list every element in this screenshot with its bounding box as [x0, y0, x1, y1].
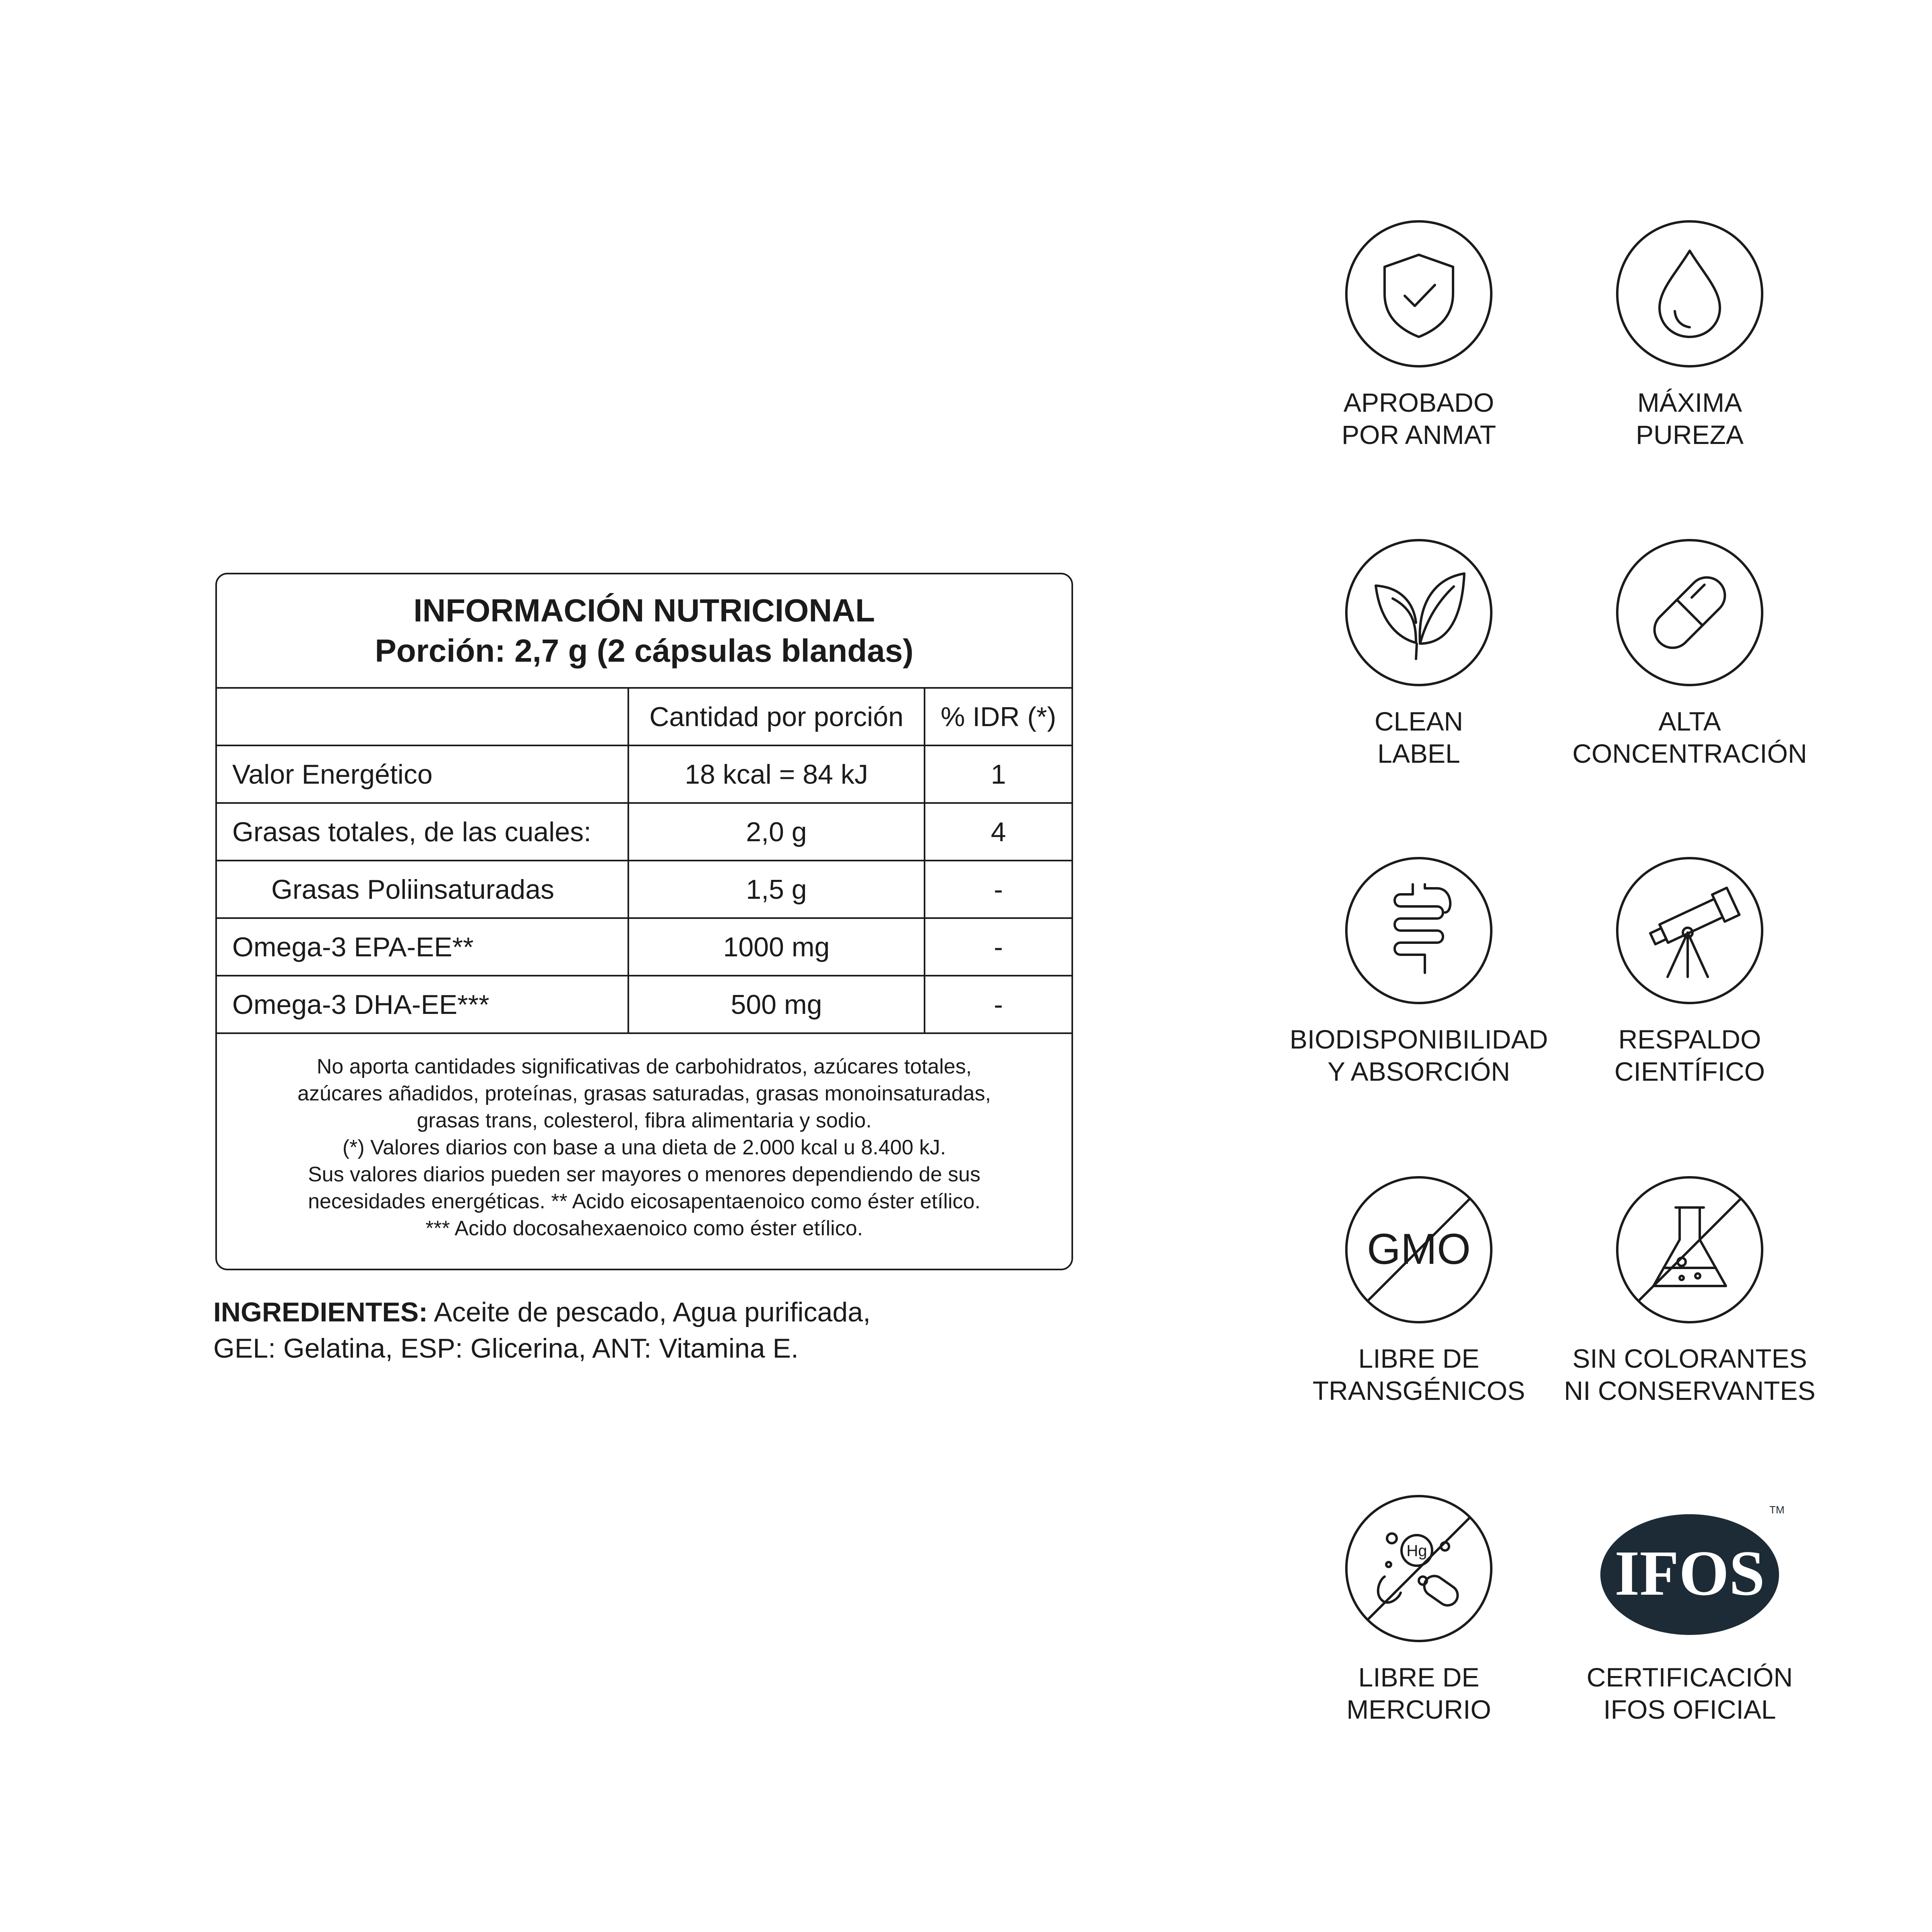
column-header-nutrient [217, 689, 629, 745]
footnote-line: No aporta cantidades significativas de carbohidratos, azúcares totales, [316, 1055, 972, 1078]
ingredients-line [213, 1294, 978, 1330]
footnote-line: Sus valores diarios pueden ser mayores o menores dependiendo de sus [308, 1163, 980, 1186]
badge-label: CERTIFICACIÓN IFOS OFICIAL [1586, 1662, 1793, 1724]
footnote-line: grasas trans, colesterol, fibra alimentaria y sodio. [417, 1109, 872, 1132]
leaves-icon [1344, 538, 1493, 687]
table-row [217, 804, 1071, 861]
badge-label: BIODISPONIBILIDAD Y ABSORCIÓN [1290, 1024, 1548, 1086]
nutrient-amount: 18 kcal = 84 kJ [629, 746, 925, 802]
nutrient-amount: 2,0 g [629, 804, 925, 860]
hg-text: Hg [1406, 1542, 1427, 1560]
column-header-amount: Cantidad por porción [629, 689, 925, 745]
footnote-line: *** Acido docosahexaenoico como éster etílico. [425, 1217, 863, 1240]
nutrient-name: Grasas Poliinsaturadas [217, 861, 629, 917]
nutrient-idr: - [994, 874, 1003, 905]
badge-clean-label [1286, 538, 1552, 770]
footnote-line: necesidades energéticas. ** Acido eicosapentaenoico como éster etílico. [308, 1190, 980, 1213]
nutrient-name: Omega-3 EPA-EE** [217, 919, 629, 975]
badge-label: SIN COLORANTES NI CONSERVANTES [1564, 1344, 1816, 1406]
badge-label: APROBADO POR ANMAT [1342, 388, 1496, 450]
badge-label: CLEAN LABEL [1374, 706, 1463, 768]
nutrition-header [217, 574, 1071, 689]
badge-no-gmo [1286, 1175, 1552, 1407]
shield-check-icon [1344, 219, 1493, 368]
nutrient-idr: 4 [991, 816, 1006, 847]
badge-label: LIBRE DE MERCURIO [1346, 1662, 1491, 1724]
footnote-line: (*) Valores diarios con base a una dieta de 2.000 kcal u 8.400 kJ. [342, 1136, 946, 1159]
footnote-line: azúcares añadidos, proteínas, grasas saturadas, grasas monoinsaturadas, [297, 1082, 991, 1105]
badge-label: RESPALDO CIENTÍFICO [1614, 1024, 1765, 1086]
capsule-icon [1615, 538, 1764, 687]
nutrition-facts-panel [215, 573, 1073, 1270]
table-row [217, 746, 1071, 804]
nutrient-amount: 1000 mg [629, 919, 925, 975]
nutrition-title: INFORMACIÓN NUTRICIONAL [413, 592, 875, 628]
ifos-logo-icon [1593, 1494, 1786, 1643]
nutrient-amount: 500 mg [629, 976, 925, 1032]
ingredients-label: INGREDIENTES: [213, 1297, 428, 1327]
ingredients-line: GEL: Gelatina, ESP: Glicerina, ANT: Vitamina E. [213, 1333, 799, 1364]
telescope-icon [1615, 856, 1764, 1005]
nutrient-idr: - [994, 931, 1003, 962]
badge-anmat [1286, 219, 1552, 451]
ingredients-list: Aceite de pescado, Agua purificada, [427, 1297, 871, 1327]
no-gmo-icon [1344, 1175, 1493, 1324]
badge-bioavailability [1286, 856, 1552, 1088]
badge-concentration [1557, 538, 1823, 770]
nutrient-idr: - [994, 989, 1003, 1020]
serving-size: Porción: 2,7 g (2 cápsulas blandas) [375, 633, 914, 669]
water-drop-icon [1615, 219, 1764, 368]
table-header-row [217, 689, 1071, 746]
table-row [217, 976, 1071, 1034]
badge-science [1557, 856, 1823, 1088]
gmo-text: GMO [1367, 1224, 1471, 1273]
no-mercury-icon [1344, 1494, 1493, 1643]
ifos-logo-text: IFOS [1614, 1537, 1765, 1609]
nutrient-name: Valor Energético [217, 746, 629, 802]
badge-ifos [1557, 1494, 1823, 1726]
intestine-icon [1344, 856, 1493, 1005]
nutrition-footnotes [217, 1034, 1071, 1242]
badge-no-mercury [1286, 1494, 1552, 1726]
badge-purity [1557, 219, 1823, 451]
nutrient-name: Omega-3 DHA-EE*** [217, 976, 629, 1032]
table-row [217, 919, 1071, 976]
badge-no-additives [1557, 1175, 1823, 1407]
nutrient-idr: 1 [991, 759, 1006, 790]
ingredients-text [213, 1294, 978, 1366]
trademark-mark: TM [1769, 1504, 1785, 1516]
nutrient-amount: 1,5 g [629, 861, 925, 917]
column-header-idr: % IDR (*) [940, 701, 1057, 732]
nutrient-name: Grasas totales, de las cuales: [217, 804, 629, 860]
badge-label: MÁXIMA PUREZA [1636, 388, 1744, 450]
badge-label: LIBRE DE TRANSGÉNICOS [1312, 1344, 1525, 1406]
table-row [217, 861, 1071, 919]
badge-label: ALTA CONCENTRACIÓN [1572, 706, 1807, 768]
no-flask-icon [1615, 1175, 1764, 1324]
